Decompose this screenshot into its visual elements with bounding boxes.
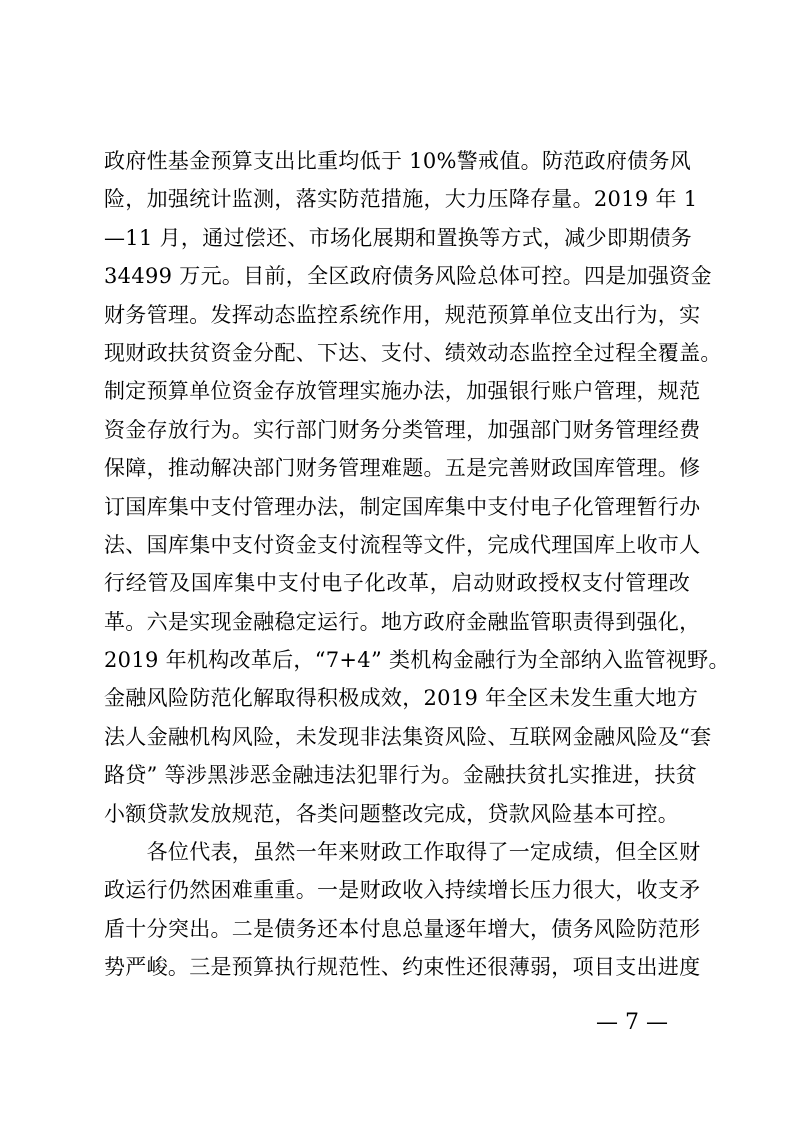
text-line: 现财政扶贫资金分配、下达、支付、绩效动态监控全过程全覆盖。 — [104, 340, 722, 365]
text-line: 法人金融机构风险，未发现非法集资风险、互联网金融风险及“套 — [104, 724, 712, 749]
text-line: 金融风险防范化解取得积极成效，2019 年全区未发生重大地方 — [104, 686, 699, 711]
text-line: 险，加强统计监测，落实防范措施，大力压降存量。2019 年 1 — [104, 187, 698, 212]
page-number: — 7 — — [596, 1010, 668, 1035]
text-line: 盾十分突出。二是债务还本付息总量逐年增大，债务风险防范形 — [104, 916, 701, 941]
text-line: 政运行仍然困难重重。一是财政收入持续增长压力很大，收支矛 — [104, 878, 701, 903]
text-line: 保障，推动解决部门财务管理难题。五是完善财政国库管理。修 — [104, 456, 701, 481]
text-line: 法、国库集中支付资金支付流程等文件，完成代理国库上收市人 — [104, 532, 701, 557]
text-line: 革。六是实现金融稳定运行。地方政府金融监管职责得到强化， — [104, 609, 701, 634]
text-line: 资金存放行为。实行部门财务分类管理，加强部门财务管理经费 — [104, 417, 701, 442]
text-line: 34499 万元。目前，全区政府债务风险总体可控。四是加强资金 — [104, 264, 712, 289]
text-line: 政府性基金预算支出比重均低于 10%警戒值。防范政府债务风 — [104, 149, 692, 173]
text-line: 势严峻。三是预算执行规范性、约束性还很薄弱，项目支出进度 — [104, 955, 701, 980]
text-line: —11 月，通过偿还、市场化展期和置换等方式，减少即期债务 — [104, 225, 693, 250]
text-line: 订国库集中支付管理办法，制定国库集中支付电子化管理暂行办 — [104, 494, 701, 519]
text-line: 路贷” 等涉黑涉恶金融违法犯罪行为。金融扶贫扎实推进，扶贫 — [104, 763, 698, 788]
text-line: 制定预算单位资金存放管理实施办法，加强银行账户管理，规范 — [104, 379, 701, 404]
body-text — [104, 142, 730, 987]
text-line: 行经管及国库集中支付电子化改革，启动财政授权支付管理改 — [104, 571, 690, 596]
text-line: 2019 年机构改革后，“7+4” 类机构金融行为全部纳入监管视野。 — [104, 648, 730, 673]
text-line: 财务管理。发挥动态监控系统作用，规范预算单位支出行为，实 — [104, 302, 701, 327]
text-line: 各位代表，虽然一年来财政工作取得了一定成绩，但全区财 — [104, 840, 701, 865]
text-line: 小额贷款发放规范，各类问题整改完成，贷款风险基本可控。 — [104, 801, 680, 826]
